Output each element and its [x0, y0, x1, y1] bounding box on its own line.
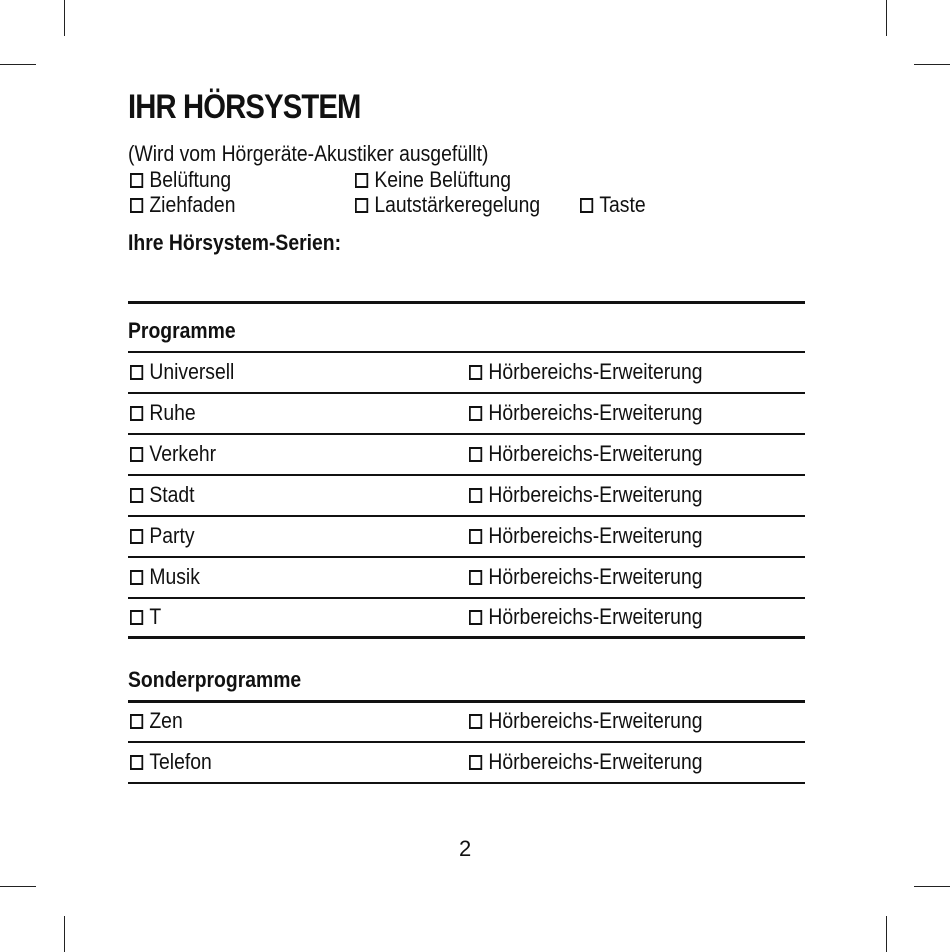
option-label: Keine Belüftung — [374, 167, 512, 192]
program-extension-item[interactable] — [469, 359, 702, 385]
special-program-extension-label: Hörbereichs-Erweiterung — [488, 749, 703, 774]
table-rule — [128, 636, 805, 639]
crop-mark — [0, 64, 36, 65]
table-rule — [128, 515, 805, 517]
program-item[interactable] — [130, 441, 216, 467]
checkbox-icon — [130, 173, 143, 188]
table-rule — [128, 433, 805, 435]
option-ziehfaden[interactable] — [130, 192, 235, 218]
series-label: Ihre Hörsystem-Serien: — [128, 230, 342, 255]
checkbox-icon — [130, 365, 143, 380]
program-item[interactable] — [130, 400, 196, 426]
program-extension-label: Hörbereichs-Erweiterung — [488, 400, 703, 425]
program-extension-item[interactable] — [469, 604, 702, 630]
program-item[interactable] — [130, 359, 234, 385]
program-extension-item[interactable] — [469, 441, 702, 467]
checkbox-icon — [130, 714, 143, 729]
table-rule — [128, 556, 805, 558]
checkbox-icon — [469, 755, 482, 770]
checkbox-icon — [355, 198, 368, 213]
checkbox-icon — [130, 755, 143, 770]
program-label: Ruhe — [149, 400, 196, 425]
option-keine-beluftung[interactable] — [355, 167, 511, 193]
checkbox-icon — [469, 447, 482, 462]
crop-mark — [64, 916, 65, 952]
subtitle: (Wird vom Hörgeräte-Akustiker ausgefüllt) — [128, 141, 489, 166]
checkbox-icon — [130, 447, 143, 462]
table-rule — [128, 782, 805, 784]
program-item[interactable] — [130, 523, 195, 549]
checkbox-icon — [469, 365, 482, 380]
special-program-label: Zen — [149, 708, 183, 733]
checkbox-icon — [580, 198, 593, 213]
option-label: Taste — [599, 192, 646, 217]
option-taste[interactable] — [580, 192, 646, 218]
program-extension-label: Hörbereichs-Erweiterung — [488, 482, 703, 507]
option-label: Belüftung — [149, 167, 232, 192]
checkbox-icon — [469, 529, 482, 544]
checkbox-icon — [130, 406, 143, 421]
program-extension-item[interactable] — [469, 523, 702, 549]
option-label: Lautstärkeregelung — [374, 192, 541, 217]
page-title: IHR HÖRSYSTEM — [128, 88, 361, 126]
crop-mark — [886, 0, 887, 36]
crop-mark — [64, 0, 65, 36]
special-program-item[interactable] — [130, 749, 212, 775]
program-extension-label: Hörbereichs-Erweiterung — [488, 604, 703, 629]
checkbox-icon — [130, 198, 143, 213]
program-label: Stadt — [149, 482, 195, 507]
special-programs-heading: Sonderprogramme — [128, 667, 302, 692]
table-rule — [128, 351, 805, 353]
program-extension-label: Hörbereichs-Erweiterung — [488, 441, 703, 466]
crop-mark — [914, 64, 950, 65]
table-rule — [128, 301, 805, 304]
table-rule — [128, 700, 805, 703]
table-rule — [128, 741, 805, 743]
checkbox-icon — [469, 570, 482, 585]
special-program-extension-item[interactable] — [469, 708, 702, 734]
program-extension-item[interactable] — [469, 482, 702, 508]
program-item[interactable] — [130, 482, 195, 508]
option-lautstaerkeregelung[interactable] — [355, 192, 540, 218]
crop-mark — [886, 916, 887, 952]
option-beluftung[interactable] — [130, 167, 231, 193]
option-label: Ziehfaden — [149, 192, 236, 217]
programs-heading: Programme — [128, 318, 236, 343]
checkbox-icon — [130, 610, 143, 625]
program-extension-item[interactable] — [469, 564, 702, 590]
checkbox-icon — [469, 406, 482, 421]
checkbox-icon — [469, 610, 482, 625]
page-number: 2 — [459, 836, 472, 861]
program-label: Universell — [149, 359, 235, 384]
program-label: Party — [149, 523, 195, 548]
checkbox-icon — [469, 714, 482, 729]
table-rule — [128, 392, 805, 394]
table-rule — [128, 474, 805, 476]
program-label: Musik — [149, 564, 200, 589]
program-extension-label: Hörbereichs-Erweiterung — [488, 564, 703, 589]
crop-mark — [914, 886, 950, 887]
program-label: T — [149, 604, 162, 629]
program-item[interactable] — [130, 564, 200, 590]
special-program-label: Telefon — [149, 749, 212, 774]
program-label: Verkehr — [149, 441, 217, 466]
checkbox-icon — [130, 529, 143, 544]
checkbox-icon — [130, 570, 143, 585]
checkbox-icon — [355, 173, 368, 188]
checkbox-icon — [469, 488, 482, 503]
table-rule — [128, 597, 805, 599]
program-extension-label: Hörbereichs-Erweiterung — [488, 359, 703, 384]
program-item[interactable] — [130, 604, 161, 630]
program-extension-label: Hörbereichs-Erweiterung — [488, 523, 703, 548]
checkbox-icon — [130, 488, 143, 503]
program-extension-item[interactable] — [469, 400, 702, 426]
special-program-extension-item[interactable] — [469, 749, 702, 775]
special-program-extension-label: Hörbereichs-Erweiterung — [488, 708, 703, 733]
special-program-item[interactable] — [130, 708, 183, 734]
crop-mark — [0, 886, 36, 887]
